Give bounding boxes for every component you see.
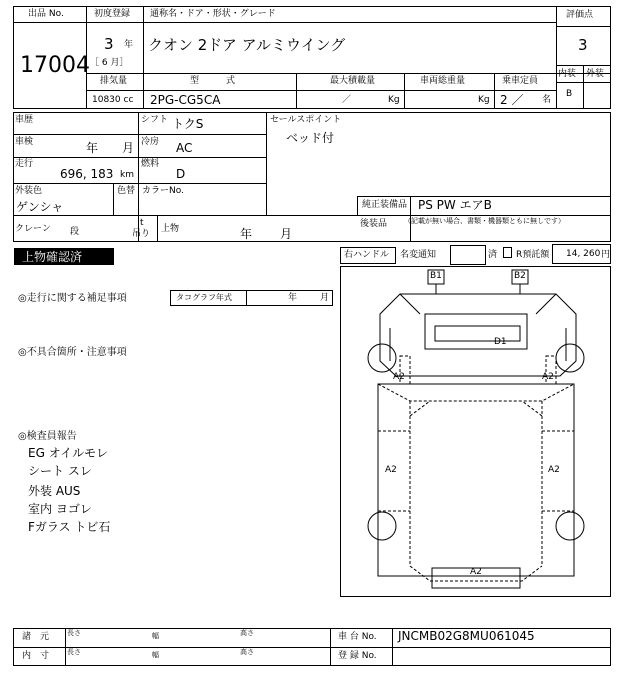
interior-height-label: 高さ	[240, 648, 254, 656]
name-change-label: 名変通知	[400, 250, 437, 260]
max-load-label: 最大積載量	[330, 76, 376, 86]
equipment-label: 純正装備品	[362, 200, 408, 210]
color-change-label: 色替	[117, 186, 136, 196]
steering-label: 右ハンドル	[344, 250, 390, 260]
aftermarket-label: 後装品	[360, 219, 388, 229]
history-label: 車歴	[15, 115, 34, 125]
recycle-deposit-label: R預託額	[516, 250, 550, 260]
inspection-month-unit: 月	[122, 141, 135, 155]
ac-label: 冷房	[141, 137, 160, 147]
tax-paid-label: 済	[488, 250, 498, 260]
upper-year-unit: 年	[240, 227, 253, 241]
damage-mark-b1: B1	[430, 271, 442, 281]
equipment-value: PS PW エアB	[418, 198, 492, 212]
name-change-box	[450, 245, 486, 265]
interior-length-label: 長さ	[67, 648, 81, 656]
truck-diagram	[340, 266, 611, 597]
interior-width-label: 幅	[152, 651, 159, 659]
upper-verified-badge: 上物確認済	[14, 248, 114, 265]
model-field-label: 通称名・ドア・形状・グレード	[150, 9, 276, 19]
tax-check-box	[503, 247, 512, 258]
displacement-value: 10830 cc	[92, 95, 134, 105]
damage-mark-a2-right-cab: A2	[542, 372, 554, 382]
dims-height-label: 高さ	[240, 629, 254, 637]
dimensions-label: 諸 元	[22, 632, 50, 642]
inspector-line-1: EG オイルモレ	[28, 446, 109, 460]
inspector-report-label: ◎検査員報告	[18, 431, 77, 442]
damage-mark-b2: B2	[514, 271, 526, 281]
sales-point-label: セールスポイント	[270, 115, 342, 125]
dims-length-label: 長さ	[67, 629, 81, 637]
damage-mark-a2-right-body: A2	[548, 465, 560, 475]
max-load-unit: Kg	[388, 95, 400, 105]
recycle-deposit-value: 14, 260	[566, 249, 601, 259]
interior-grade-label: 内装	[558, 69, 577, 79]
lot-number: 17004	[20, 53, 90, 78]
inspector-line-5: Fガラス トビ石	[28, 520, 111, 534]
gross-weight-label: 車両総重量	[420, 76, 466, 86]
inspector-line-2: シート スレ	[28, 464, 92, 478]
fuel-value: D	[176, 167, 186, 181]
max-load-slash: ／	[342, 95, 352, 105]
crane-hook: 吊り	[132, 229, 151, 239]
chassis-number-value: JNCMB02G8MU061045	[398, 629, 535, 643]
upper-month-unit: 月	[280, 227, 293, 241]
crane-label: クレーン	[15, 224, 51, 234]
lot-number-label: 出品 No.	[28, 9, 64, 19]
crane-t: t	[140, 218, 144, 228]
mileage-value: 696, 183	[60, 167, 114, 181]
tachograph-month: 月	[320, 293, 330, 303]
damage-mark-a2-rear: A2	[470, 567, 482, 577]
shift-value: トクS	[172, 117, 204, 131]
ac-value: AC	[176, 141, 193, 155]
tachograph-year: 年	[288, 293, 298, 303]
displacement-label: 排気量	[100, 76, 128, 86]
aftermarket-note: （記載が無い場合、書類・機器類ともに無しです）	[404, 217, 565, 225]
inspector-line-4: 室内 ヨゴレ	[28, 502, 92, 516]
capacity-unit: 名	[542, 95, 552, 105]
defects-label: ◎不具合箇所・注意事項	[18, 347, 127, 358]
first-registration-label: 初度登録	[94, 9, 131, 19]
fuel-label: 燃料	[141, 159, 160, 169]
capacity-label: 乗車定員	[502, 76, 539, 86]
model-type-label: 型 式	[190, 76, 236, 86]
sales-point-value: ベッド付	[286, 131, 335, 145]
interior-dims-label: 内 寸	[22, 651, 50, 661]
inspection-year-unit: 年	[86, 141, 99, 155]
tachograph-label: タコグラフ年式	[176, 293, 232, 302]
capacity-value: 2 ／	[500, 93, 524, 107]
inspector-line-3: 外装 AUS	[28, 484, 81, 498]
exterior-grade-label: 外装	[586, 69, 605, 79]
color-code-label: カラーNo.	[142, 186, 184, 196]
model-name: クオン 2ドア アルミウイング	[148, 36, 346, 54]
upper-body-label: 上物	[161, 224, 180, 234]
gross-weight-unit: Kg	[478, 95, 490, 105]
year-unit: 年	[124, 40, 134, 50]
color-label: 外装色	[15, 186, 43, 196]
damage-mark-a2-left-body: A2	[385, 465, 397, 475]
damage-mark-d1: D1	[494, 337, 507, 347]
color-value: ゲンシャ	[16, 200, 64, 214]
damage-mark-a2-left-cab: A2	[393, 372, 405, 382]
shift-label: シフト	[141, 115, 169, 125]
grade-value: 3	[578, 36, 588, 54]
inspection-label: 車検	[15, 137, 34, 147]
mileage-notes-label: ◎走行に関する補足事項	[18, 293, 127, 304]
crane-stage: 段	[70, 227, 80, 237]
mileage-unit: km	[120, 170, 134, 180]
registration-month: ［ 6 月］	[90, 58, 129, 68]
chassis-number-label: 車 台 No.	[338, 632, 377, 642]
registration-year: 3	[104, 35, 114, 53]
grade-label: 評価点	[566, 10, 594, 20]
recycle-unit: 円	[601, 250, 611, 260]
interior-grade-value: B	[566, 89, 573, 99]
model-type-value: 2PG-CG5CA	[150, 93, 221, 107]
registration-number-label: 登 録 No.	[338, 651, 377, 661]
mileage-label: 走行	[15, 159, 34, 169]
dims-width-label: 幅	[152, 632, 159, 640]
